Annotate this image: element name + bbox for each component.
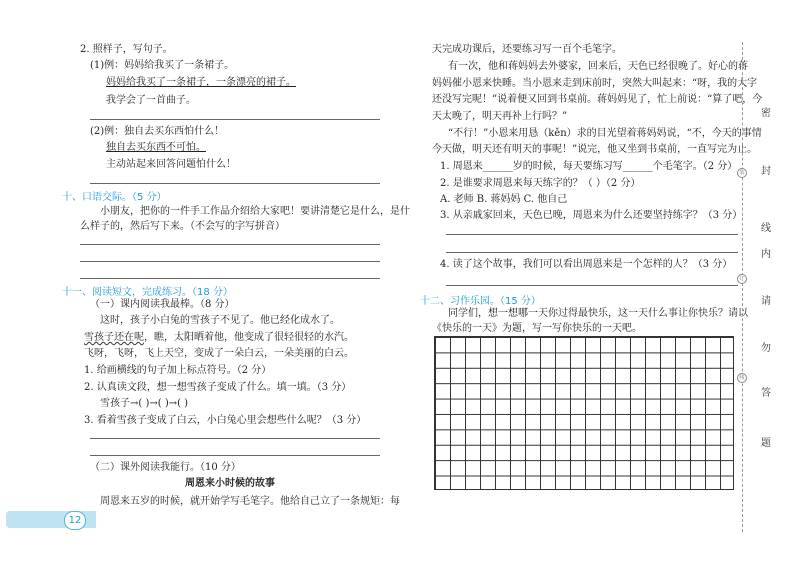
section-10-text: 么样子的，然后写下来。（不会写的字写拼音） [80, 221, 285, 232]
answer-line[interactable] [80, 278, 380, 279]
section-12-text: 同学们，想一想哪一天你过得最快乐，这一天什么事让你快乐？请以 [448, 308, 748, 319]
story-line: 妈妈催小恩来快睡。当小恩来走到床前时，突然大叫起来：“呀，我的大字 [432, 78, 758, 89]
example-1-model: 妈妈给我买了一条裙子，一条漂亮的裙子。 [106, 77, 296, 88]
section-12-heading: 十二、习作乐园。（15 分） [420, 296, 541, 307]
answer-line[interactable] [80, 244, 380, 245]
question: 1. 给画横线的句子加上标点符号。（2 分） [84, 365, 272, 376]
answer-line[interactable] [446, 252, 738, 253]
question-options: A. 老师 B. 蒋妈妈 C. 他自己 [440, 194, 568, 205]
answer-line[interactable] [90, 455, 380, 456]
page-number: 12 [64, 511, 86, 530]
question: 4. 读了这个故事，我们可以看出周恩来是一个怎样的人？（3 分） [440, 259, 733, 270]
seal-char: 内 [761, 249, 771, 260]
question: 3. 看着雪孩子变成了白云，小白兔心里会想些什么呢？（3 分） [84, 415, 367, 426]
passage-line: 飞呀，飞呀，飞上天空，变成了一朵白云，一朵美丽的白云。 [84, 348, 354, 359]
question: 3. 从亲戚家回来，天色已晚，周恩来为什么还要坚持练字？（3 分） [440, 210, 743, 221]
story-line: 周恩来五岁的时候，就开始学写毛笔字。他给自己立了一条规矩：每 [100, 496, 400, 507]
section-12-text: 《快乐的一天》为题，写一写你快乐的一天吧。 [432, 323, 642, 334]
fill-in-line[interactable]: 雪孩子→( )→( )→( ) [100, 398, 189, 409]
example-1-label: (1)例：妈妈给我买了一条裙子。 [90, 60, 235, 71]
binding-circle: 线 [737, 373, 747, 383]
section-11-heading: 十一、阅读短文，完成练习。（18 分） [62, 287, 233, 298]
example-2-model: 独自去买东西不可怕。 [106, 142, 206, 153]
passage-line: 这时，孩子小白兔的雪孩子不见了。他已经化成水了。 [100, 315, 340, 326]
part-1-title: （一）课内阅读我最棒。（8 分） [90, 299, 235, 310]
story-line: “不行！”小恩来用恳（kěn）求的目光望着蒋妈妈说，“不，今天的事情 [448, 128, 762, 139]
seal-char: 密 [761, 108, 771, 119]
binding-circle: 装 [737, 168, 747, 178]
story-line: 天完成功课后，还要练习写一百个毛笔字。 [432, 44, 622, 55]
story-line: 有一次，他和蒋妈妈去外婆家，回来后，天色已经很晚了。好心的蒋 [448, 61, 748, 72]
answer-line[interactable] [446, 234, 738, 235]
question: 2. 是谁要求周恩来每天练字的？（ ）（2 分） [440, 178, 641, 189]
passage-line: 雪孩子还在呢，瞧，太阳晒着他，他变成了很轻很轻的水汽。 [84, 332, 354, 343]
example-1-prompt: 我学会了一首曲子。 [106, 95, 196, 106]
section-10-text: 小朋友，把你的一件手工作品介绍给大家吧！要讲清楚它是什么，是什 [100, 206, 410, 217]
seal-char: 线 [761, 223, 771, 234]
part-2-title: （二）课外阅读我能行。（10 分） [90, 462, 241, 473]
seal-char: 题 [761, 438, 771, 449]
example-2-prompt: 主动站起来回答问题怕什么！ [106, 159, 236, 170]
seal-char: 封 [761, 166, 771, 177]
question-2-title: 2. 照样子，写句子。 [80, 44, 173, 55]
binding-circle: 订 [737, 274, 747, 284]
answer-line[interactable] [90, 183, 380, 184]
seal-char: 勿 [761, 343, 771, 354]
section-10-heading: 十、口语交际。（5 分） [62, 192, 167, 203]
answer-line[interactable] [90, 438, 380, 439]
seal-dashed-line [742, 42, 743, 532]
question: 2. 认真读文段，想一想雪孩子变成了什么。填一填。（3 分） [84, 382, 352, 393]
story-line: 今天做，明天还有明天的事呢！”说完，他又坐到书桌前，一直写完为止。 [432, 144, 758, 155]
underlined-sentence: 雪孩子还在呢 [84, 332, 144, 343]
answer-line[interactable] [90, 119, 380, 120]
example-2-label: (2)例：独自去买东西怕什么！ [90, 126, 225, 137]
story-line: 还没写完呢！”说着便又回到书桌前。蒋妈妈见了，忙上前说：“算了吧，今 [432, 94, 763, 105]
story-title: 周恩来小时候的故事 [185, 478, 275, 489]
writing-grid[interactable] [434, 336, 734, 490]
question: 1. 周恩来______岁的时候，每天要练习写______个毛笔字。（2 分） [440, 161, 738, 172]
seal-char: 请 [761, 296, 771, 307]
answer-line[interactable] [80, 261, 380, 262]
story-line: 天太晚了，明天再补上行吗？” [432, 111, 568, 122]
answer-line[interactable] [446, 285, 738, 286]
seal-char: 答 [761, 388, 771, 399]
